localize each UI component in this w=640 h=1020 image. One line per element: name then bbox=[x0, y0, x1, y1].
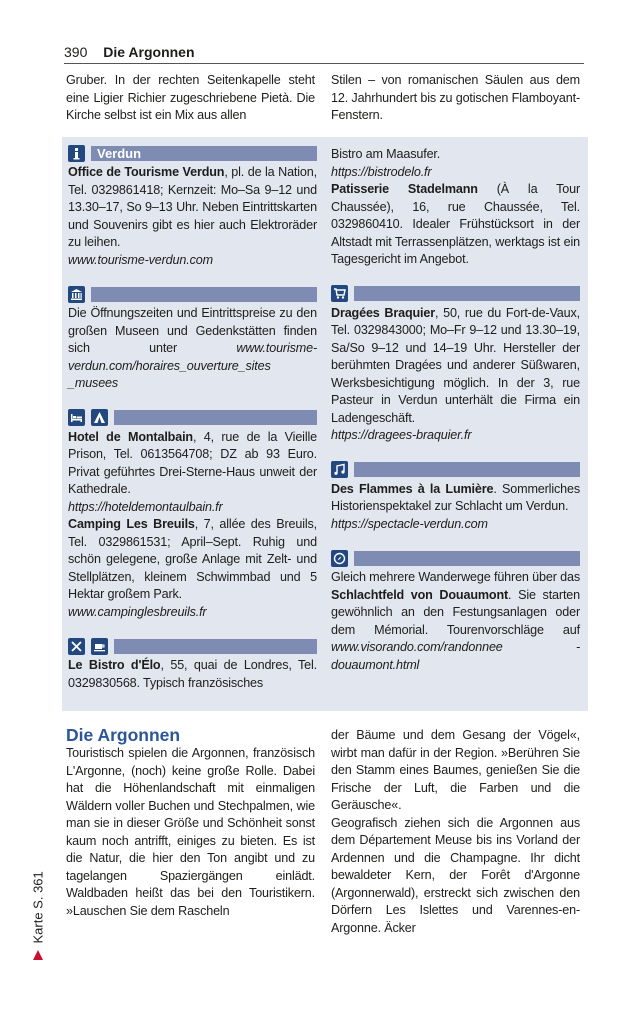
info-box-left-column bbox=[68, 144, 317, 708]
section-body bbox=[331, 481, 580, 534]
running-title: Die Argonnen bbox=[103, 44, 195, 60]
section-header-bar bbox=[68, 285, 317, 303]
entry-name: Schlachtfeld von Douaumont bbox=[331, 587, 509, 602]
shopping-cart-icon bbox=[331, 285, 348, 302]
entry-name: Hotel de Montalbain bbox=[68, 429, 193, 444]
compass-icon bbox=[331, 550, 348, 567]
paragraph bbox=[331, 305, 580, 428]
section-label bbox=[354, 462, 580, 477]
section-label bbox=[114, 410, 317, 425]
text-run: , 4, rue de la Vieille Prison, Tel. 0613564708; DZ ab 93 Euro. Privat geführtes Drei-Sterne-Haus unweit der Kathedrale. bbox=[68, 429, 317, 496]
paragraph bbox=[68, 499, 317, 517]
paragraph bbox=[68, 657, 317, 692]
entry-name: Dragées Braquier bbox=[331, 305, 435, 320]
section-header-bar bbox=[68, 409, 317, 427]
paragraph bbox=[68, 164, 317, 252]
section-body bbox=[68, 305, 317, 393]
info-icon bbox=[68, 145, 85, 162]
info-section bbox=[68, 409, 317, 622]
entry-name: Camping Les Breuils bbox=[68, 517, 195, 531]
web-link[interactable]: https://spectacle-verdun.com bbox=[331, 516, 488, 531]
section-body bbox=[331, 305, 580, 445]
paragraph bbox=[331, 146, 580, 164]
info-section bbox=[331, 549, 580, 674]
text-run: Die Öffnungszeiten und Eintrittspreise zu den großen Museen und Gedenkstätten finden sich unter bbox=[68, 306, 317, 355]
info-section bbox=[331, 285, 580, 445]
info-section bbox=[68, 144, 317, 269]
info-section bbox=[331, 146, 580, 269]
section-label bbox=[91, 287, 317, 302]
bed-icon bbox=[68, 409, 85, 426]
music-icon bbox=[331, 461, 348, 478]
paragraph bbox=[331, 181, 580, 269]
paragraph bbox=[331, 427, 580, 445]
text-run: . Sie starten gewöhnlich an den Festungsanlagen oder dem Mémorial. Tourenvorschläge auf bbox=[331, 587, 581, 637]
page-number: 390 bbox=[64, 44, 88, 60]
paragraph bbox=[331, 72, 580, 125]
entry-name: Des Flammes à la Lumière bbox=[331, 481, 494, 496]
text-run: , 50, rue du Fort-de-Vaux, Tel. 0329843000; Mo–Fr 9–12 und 13.30–19, Sa/So 9–12 und 14–19 Uhr. Hersteller der berühmten Dragées und anderer Süßwaren, Werksbesichtigung möglich. In der 3, rue Pasteur in Verdun unterhält die Firma ein Ladengeschäft. bbox=[331, 305, 580, 425]
text-run: Gleich mehrere Wanderwege führen über das bbox=[331, 570, 580, 584]
section-header-bar bbox=[331, 549, 580, 567]
coffee-cup-icon bbox=[91, 638, 108, 655]
text-run: Touristisch spielen die Argonnen, französisch L'Argonne, (noch) keine große Rolle. Dabei hat die Höhenlandschaft mit einmaligen Wäldern voller Buchen und Stechpalmen, wie man sie in dieser Größe und Schönheit sonst kaum noch antrifft, einiges zu bieten. Es ist die Natur, die hier den Ton angibt und zu tagelangen Spaziergängen einlädt. Waldbaden heißt das bei den Touristikern. »Lauschen Sie dem Rascheln bbox=[66, 746, 315, 918]
section-label bbox=[114, 639, 317, 654]
info-box-right-column bbox=[331, 146, 580, 690]
web-link[interactable]: www.tourisme-verdun.com bbox=[68, 252, 213, 267]
map-reference[interactable] bbox=[28, 860, 48, 960]
text-run: Gruber. In der rechten Seitenkapelle steht eine Ligier Richier zugeschriebene Pietà. Die Kirche selbst ist ein Mix aus allen bbox=[66, 73, 315, 122]
paragraph bbox=[66, 745, 315, 920]
section-header-bar bbox=[331, 461, 580, 479]
web-link[interactable]: www.visorando.com/randonnee -douaumont.html bbox=[331, 640, 580, 672]
web-link[interactable]: www.tourisme-verdun.com/horaires_ouverture_sites _musees bbox=[68, 341, 317, 390]
map-reference-label: Karte S. 361 bbox=[30, 871, 46, 944]
section-body bbox=[331, 146, 580, 269]
section-header-bar bbox=[68, 144, 317, 162]
paragraph bbox=[68, 604, 317, 622]
text-run: , 55, quai de Londres, Tel. 0329830568. Typisch französisches bbox=[68, 658, 317, 690]
section-label: Verdun bbox=[91, 146, 317, 161]
text-run: . Sommerliches Historienspektakel zur Schlacht um Verdun. bbox=[331, 481, 580, 513]
paragraph bbox=[331, 516, 580, 534]
section-left-column bbox=[66, 725, 315, 920]
running-header bbox=[64, 44, 584, 64]
text-run: , pl. de la Nation, Tel. 0329861418; Kernzeit: Mo–Sa 9–12 und 13.30–17, So 9–13 Uhr. Neben Eintrittskarten und Souvenirs gibt es hier auch Elektroräder zu leihen. bbox=[68, 165, 317, 249]
text-run: Stilen – von romanischen Säulen aus dem 12. Jahrhundert bis zu gotischen Flamboyant-Fenstern. bbox=[331, 73, 580, 122]
paragraph bbox=[68, 252, 317, 270]
paragraph bbox=[331, 481, 580, 516]
section-label bbox=[354, 551, 580, 566]
text-run: Geografisch ziehen sich die Argonnen aus dem Département Meuse bis ins Vorland der Ardennen und die Champagne. Ihr dicht bewaldeter Kern, der Forêt d'Argonne (Argonnerwald), erstreckt sich zwischen den Dörfern Les Islettes und Varennes-en-Argonne. Äcker bbox=[331, 815, 580, 935]
web-link[interactable]: https://hoteldemontaulbain.fr bbox=[68, 499, 223, 514]
section-heading: Die Argonnen bbox=[66, 725, 181, 745]
section-right-column bbox=[331, 727, 580, 937]
text-run: (À la Tour Chaussée), 16, rue Chaussée, Tel. 0329860410. Idealer Frühstücksort in der Altstadt mit Terrassenplätzen, werktags ist ein Tagesgericht im Angebot. bbox=[331, 182, 581, 266]
section-body bbox=[331, 569, 580, 674]
paragraph bbox=[66, 72, 315, 125]
paragraph bbox=[331, 569, 580, 674]
tent-icon bbox=[91, 409, 108, 426]
section-left-text bbox=[66, 745, 315, 920]
paragraph bbox=[68, 516, 317, 604]
section-label bbox=[354, 286, 580, 301]
museum-icon bbox=[68, 286, 85, 303]
section-header-bar bbox=[331, 285, 580, 303]
info-section bbox=[331, 461, 580, 534]
section-header-bar bbox=[68, 637, 317, 655]
section-body bbox=[68, 429, 317, 622]
map-marker-icon bbox=[33, 950, 43, 960]
top-right-column bbox=[331, 72, 580, 125]
web-link[interactable]: www.campinglesbreuils.fr bbox=[68, 604, 207, 619]
paragraph bbox=[331, 727, 580, 815]
paragraph bbox=[331, 815, 580, 938]
paragraph bbox=[68, 305, 317, 393]
paragraph bbox=[68, 429, 317, 499]
web-link[interactable]: https://bistrodelo.fr bbox=[331, 164, 432, 179]
entry-name: Office de Tourisme Verdun bbox=[68, 165, 225, 179]
section-body bbox=[68, 164, 317, 269]
text-run: , 7, allée des Breuils, Tel. 0329861531; April–Sept. Ruhig und schön gelegene, große Anlage mit Zelt- und Stellplätzen, kleinem Schwimmbad und 5 Hektar großem Park. bbox=[68, 517, 317, 601]
text-run: der Bäume und dem Gesang der Vögel«, wirbt man dafür in der Region. »Berühren Sie den Stamm eines Baumes, genießen Sie die Frische der Luft, die Farben und die Geräusche«. bbox=[331, 728, 580, 812]
entry-name: Le Bistro d'Élo bbox=[68, 658, 161, 672]
paragraph bbox=[331, 164, 580, 182]
web-link[interactable]: https://dragees-braquier.fr bbox=[331, 428, 472, 442]
entry-name: Patisserie Stadelmann bbox=[331, 182, 478, 196]
info-section bbox=[68, 285, 317, 393]
fork-knife-icon bbox=[68, 638, 85, 655]
top-left-column bbox=[66, 72, 315, 125]
section-body bbox=[68, 657, 317, 692]
info-section bbox=[68, 637, 317, 692]
text-run: Bistro am Maasufer. bbox=[331, 147, 441, 161]
